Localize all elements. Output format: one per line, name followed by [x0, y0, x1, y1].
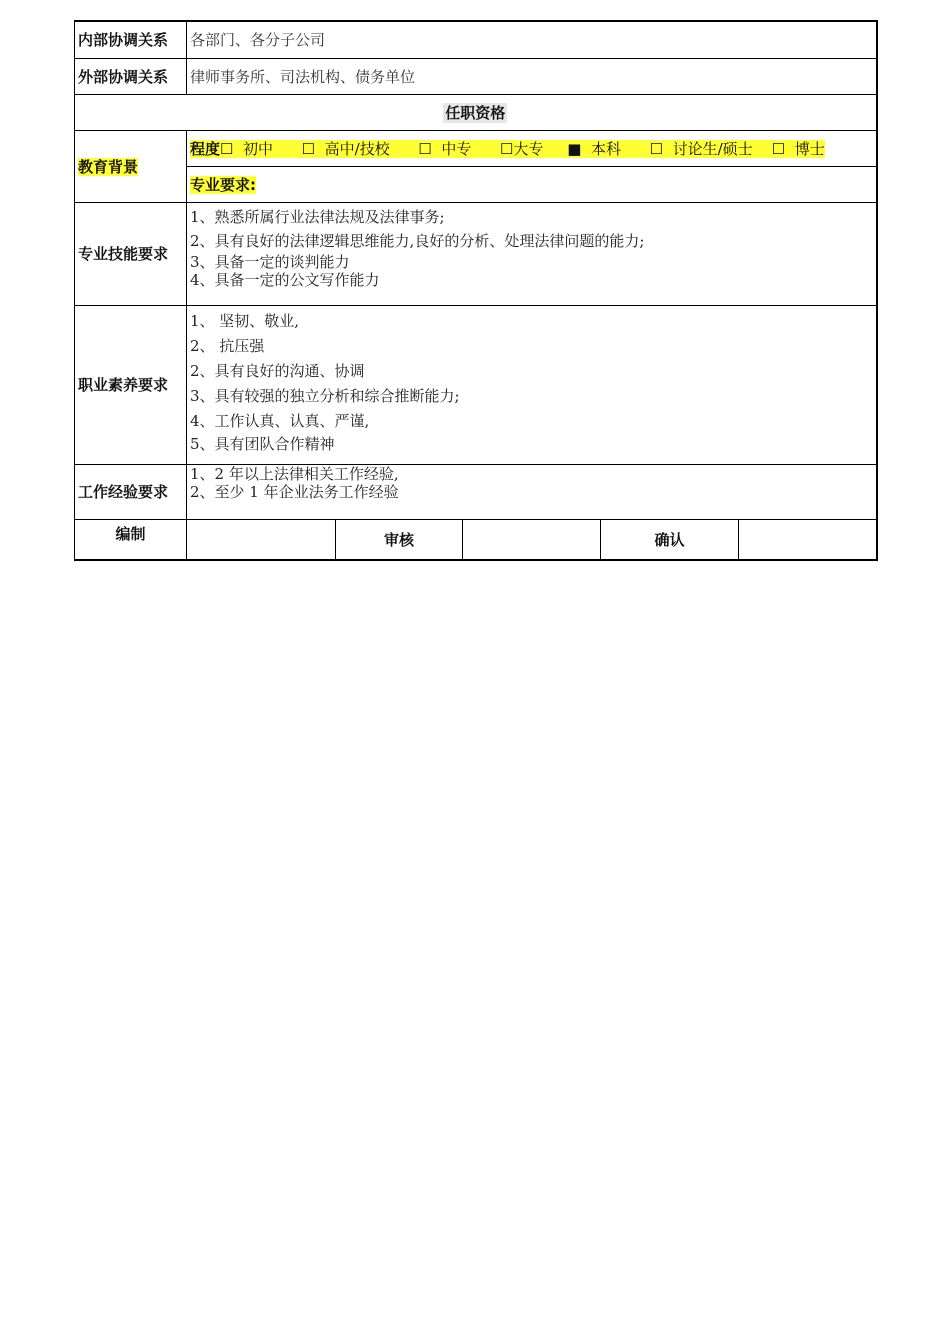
external-coordination-row — [75, 58, 877, 94]
experience-line: 2、至少 1 年企业法务工作经验 — [190, 482, 399, 501]
qualities-list — [187, 305, 877, 464]
option-text: 博士 — [794, 139, 825, 158]
reviewed-field[interactable] — [463, 519, 601, 560]
qualities-line: 2、具有良好的沟通、协调 — [190, 361, 365, 380]
requirements-table — [74, 20, 878, 561]
major-requirement-line — [187, 174, 876, 195]
education-option-master — [650, 140, 753, 158]
skills-label: 专业技能要求 — [75, 202, 187, 305]
internal-coordination-label: 内部协调关系 — [75, 21, 187, 58]
option-text: 本科 — [590, 139, 621, 158]
education-level-highlight — [190, 140, 825, 158]
checkbox-checked-icon: ■ — [567, 139, 582, 158]
qualities-line: 1、 坚韧、敬业, — [190, 311, 300, 330]
qualities-label: 职业素养要求 — [75, 305, 187, 464]
qualities-line: 2、 抗压强 — [190, 336, 265, 355]
education-option-college — [500, 140, 543, 158]
education-option-bachelor — [567, 140, 621, 158]
internal-coordination-value: 各部门、各分子公司 — [187, 21, 877, 58]
skills-line: 3、具备一定的谈判能力 — [190, 252, 350, 271]
checkbox-empty-icon: ☐ — [499, 139, 514, 158]
experience-label: 工作经验要求 — [75, 464, 187, 519]
section-title: 任职资格 — [445, 103, 506, 122]
education-level-label: 程度 — [190, 139, 221, 158]
option-text: 高中/技校 — [324, 139, 390, 158]
checkbox-empty-icon: ☐ — [649, 139, 664, 158]
skills-line: 2、具有良好的法律逻辑思维能力,良好的分析、处理法律问题的能力; — [190, 231, 645, 250]
qualities-row — [75, 305, 877, 464]
education-level-row — [75, 130, 877, 166]
job-requirements-sheet — [74, 20, 876, 561]
education-level-cell — [187, 130, 877, 166]
major-requirement-label: 专业要求: — [190, 175, 256, 194]
signoff-row — [75, 519, 877, 560]
education-label: 教育背景 — [78, 157, 139, 176]
confirmed-label: 确认 — [601, 519, 739, 560]
external-coordination-label: 外部协调关系 — [75, 58, 187, 94]
major-requirement-row — [75, 166, 877, 202]
education-level-line — [187, 138, 876, 159]
section-title-cell — [75, 94, 877, 130]
option-text: 中专 — [441, 139, 472, 158]
prepared-field[interactable] — [187, 519, 336, 560]
checkbox-empty-icon: ☐ — [220, 139, 234, 158]
qualities-line: 3、具有较强的独立分析和综合推断能力; — [190, 386, 460, 405]
education-option-junior-high — [220, 140, 273, 158]
section-title-row — [75, 94, 877, 130]
internal-coordination-row — [75, 21, 877, 58]
checkbox-empty-icon: ☐ — [301, 139, 316, 158]
education-option-technical — [418, 140, 471, 158]
qualities-line: 5、具有团队合作精神 — [190, 434, 335, 453]
education-label-cell — [75, 130, 187, 202]
major-requirement-cell — [187, 166, 877, 202]
option-text: 讨论生/硕士 — [672, 139, 753, 158]
skills-line: 1、熟悉所属行业法律法规及法律事务; — [190, 207, 445, 226]
experience-row — [75, 464, 877, 519]
experience-list — [187, 464, 877, 519]
education-option-high-school — [302, 140, 390, 158]
option-text: 大专 — [513, 139, 544, 158]
skills-row — [75, 202, 877, 305]
prepared-label: 编制 — [75, 519, 187, 560]
reviewed-label: 审核 — [336, 519, 463, 560]
external-coordination-value: 律师事务所、司法机构、债务单位 — [187, 58, 877, 94]
experience-line: 1、2 年以上法律相关工作经验, — [190, 464, 399, 483]
qualities-line: 4、工作认真、认真、严谨, — [190, 411, 370, 430]
checkbox-empty-icon: ☐ — [418, 139, 432, 158]
education-option-doctor — [772, 140, 825, 158]
option-text: 初中 — [243, 139, 274, 158]
skills-line: 4、具备一定的公文写作能力 — [190, 270, 380, 289]
checkbox-empty-icon: ☐ — [771, 139, 786, 158]
skills-list — [187, 202, 877, 305]
confirmed-field[interactable] — [739, 519, 877, 560]
